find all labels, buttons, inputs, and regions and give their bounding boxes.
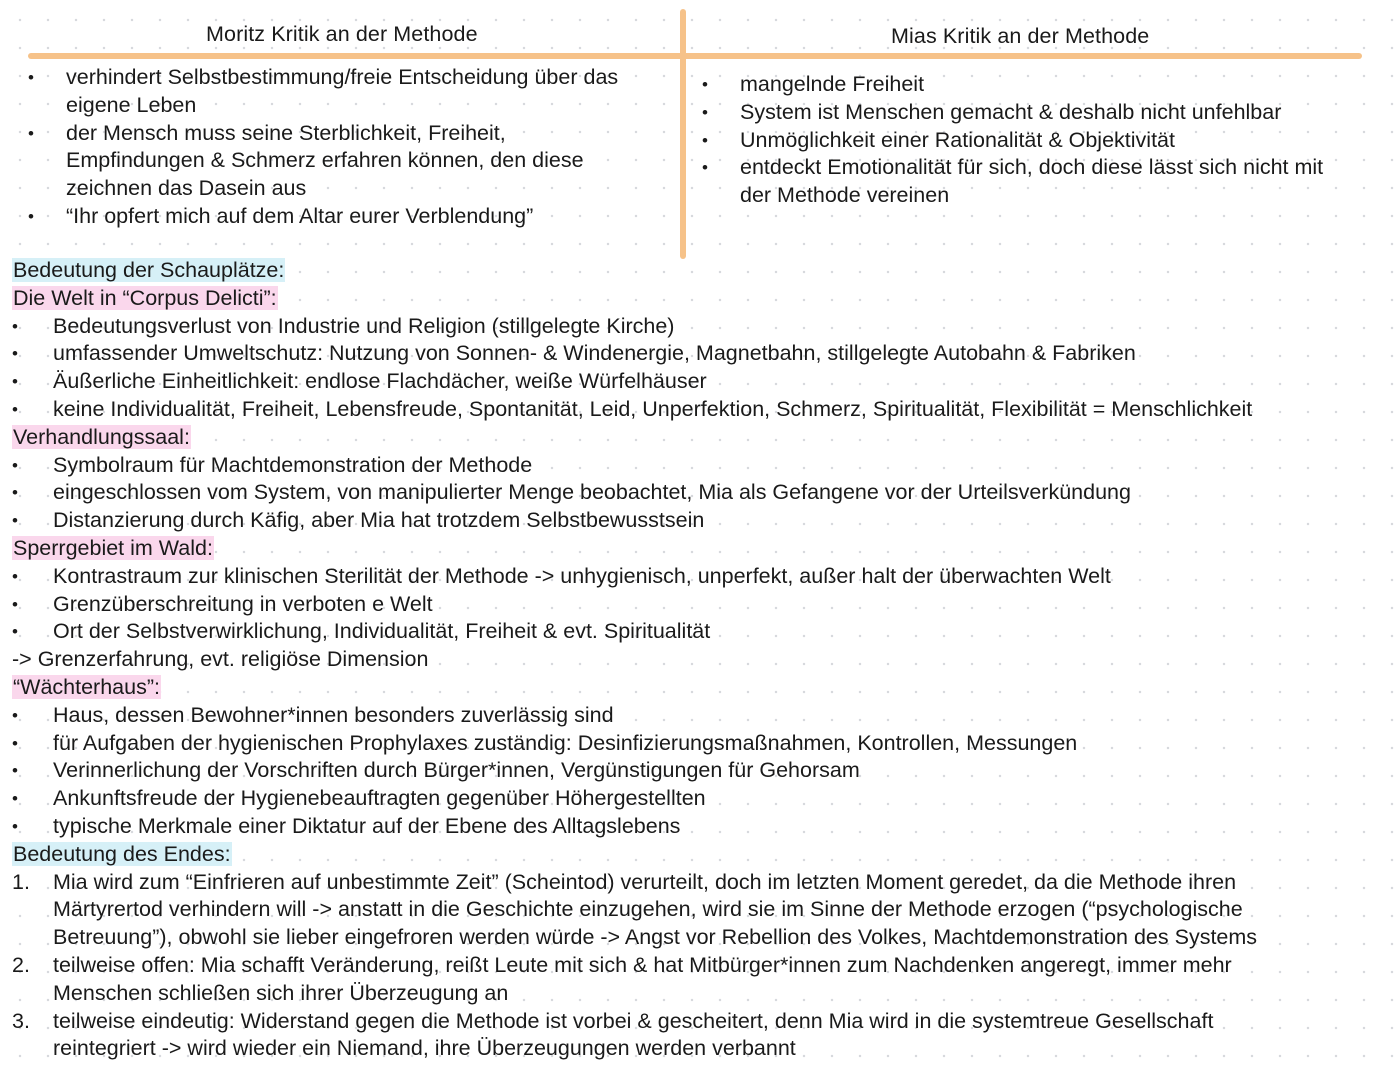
mia-critique-item bbox=[702, 71, 1392, 99]
right-column-header: Mias Kritik an der Methode bbox=[891, 24, 1150, 48]
mia-critique-item bbox=[702, 99, 1392, 127]
numbered-item bbox=[12, 869, 1390, 952]
mia-critique-item-line: der Methode vereinen bbox=[740, 183, 950, 208]
bullet-dot: • bbox=[12, 511, 18, 531]
bullet-dot: • bbox=[12, 761, 18, 781]
bullet-text: Ankunftsfreude der Hygienebeauftragten gegenüber Höhergestellten bbox=[53, 786, 706, 811]
mia-critique-item-line: • System ist Menschen gemacht & deshalb nicht unfehlbar bbox=[740, 99, 1282, 124]
table-vertical-divider bbox=[680, 9, 686, 259]
section-heading-text: Sperrgebiet im Wald: bbox=[13, 535, 213, 560]
bullet-item bbox=[12, 368, 1390, 396]
bullet-text: Bedeutungsverlust von Industrie und Religion (stillgelegte Kirche) bbox=[53, 313, 675, 338]
bullet-item bbox=[12, 591, 1390, 619]
bullet-text: Grenzüberschreitung in verboten e Welt bbox=[53, 591, 433, 616]
left-column-header: Moritz Kritik an der Methode bbox=[206, 22, 478, 46]
bullet-dot: • bbox=[12, 705, 18, 725]
mia-critique-item bbox=[702, 154, 1392, 210]
bullet-dot: • bbox=[12, 372, 18, 392]
item-number: 2. bbox=[12, 952, 30, 977]
section-heading bbox=[12, 257, 1390, 285]
section-heading bbox=[12, 841, 1390, 869]
bullet-text: keine Individualität, Freiheit, Lebensfreude, Spontanität, Leid, Unperfektion, Schmerz, Spiritualität, Flexibilität = Menschlichkeit bbox=[53, 396, 1253, 421]
table-horizontal-divider bbox=[28, 53, 1362, 59]
moritz-critique-item-line: Empfindungen & Schmerz erfahren können, den diese bbox=[66, 148, 584, 173]
bullet-item bbox=[12, 396, 1390, 424]
bullet-item bbox=[12, 507, 1390, 535]
bullet-item bbox=[12, 785, 1390, 813]
bullet-text: typische Merkmale einer Diktatur auf der Ebene des Alltagslebens bbox=[53, 813, 681, 838]
bullet-text: Distanzierung durch Käfig, aber Mia hat trotzdem Selbstbewusstsein bbox=[53, 508, 705, 533]
section-heading bbox=[12, 535, 1390, 563]
bullet-dot: • bbox=[12, 816, 18, 836]
mia-critique-item bbox=[702, 127, 1392, 155]
bullet-item bbox=[12, 813, 1390, 841]
section-heading-text: Verhandlungssaal: bbox=[13, 424, 190, 449]
numbered-item-line: teilweise offen: Mia schafft Veränderung, reißt Leute mit sich & hat Mitbürger*innen zum Nachdenken angeregt, immer mehr bbox=[53, 952, 1232, 977]
bullet-text: umfassender Umweltschutz: Nutzung von Sonnen- & Windenergie, Magnetbahn, stillgelegte Autobahn & Fabriken bbox=[53, 341, 1136, 366]
bullet-item bbox=[12, 563, 1390, 591]
bullet-dot: • bbox=[12, 399, 18, 419]
bullet-text: Ort der Selbstverwirklichung, Individualität, Freiheit & evt. Spiritualität bbox=[53, 619, 711, 644]
bullet-dot: • bbox=[12, 316, 18, 336]
section-heading bbox=[12, 285, 1390, 313]
bullet-item bbox=[12, 313, 1390, 341]
mia-critique-item-line: • entdeckt Emotionalität für sich, doch diese lässt sich nicht mit bbox=[740, 155, 1324, 180]
bullet-dot: • bbox=[12, 455, 18, 475]
bullet-dot: • bbox=[12, 622, 18, 642]
bullet-item bbox=[12, 702, 1390, 730]
item-number: 1. bbox=[12, 869, 30, 894]
moritz-critique-item bbox=[28, 64, 678, 120]
bullet-item bbox=[12, 618, 1390, 646]
bullet-text: Äußerliche Einheitlichkeit: endlose Flachdächer, weiße Würfelhäuser bbox=[53, 369, 707, 394]
bullet-dot: • bbox=[12, 483, 18, 503]
numbered-item-line: teilweise eindeutig: Widerstand gegen die Methode ist vorbei & gescheitert, denn Mia wird in die systemtreue Gesellschaft bbox=[53, 1008, 1214, 1033]
numbered-item bbox=[12, 952, 1390, 1008]
bullet-dot: • bbox=[12, 566, 18, 586]
bullet-dot: • bbox=[12, 789, 18, 809]
numbered-item-line: Betreuung”), obwohl sie lieber eingefroren werden würde -> Angst vor Rebellion des Volkes, Machtdemonstration des Systems bbox=[53, 925, 1258, 950]
section-heading bbox=[12, 424, 1390, 452]
moritz-critique-item-line: • der Mensch muss seine Sterblichkeit, Freiheit, bbox=[66, 120, 506, 145]
bullet-item bbox=[12, 452, 1390, 480]
section-heading-text: Bedeutung der Schauplätze: bbox=[13, 258, 285, 282]
numbered-item-line: Märtyrertod verhindern will -> anstatt in die Geschichte einzugehen, wird sie im Sinne der Methode erzogen (“psychologische bbox=[53, 897, 1243, 922]
item-number: 3. bbox=[12, 1008, 30, 1033]
numbered-item bbox=[12, 1008, 1390, 1064]
numbered-item-line: reintegriert -> wird wieder ein Niemand, ihre Überzeugungen werden verbannt bbox=[53, 1036, 796, 1061]
section-heading bbox=[12, 674, 1390, 702]
moritz-critique-list bbox=[28, 64, 678, 231]
mia-critique-item-line: • mangelnde Freiheit bbox=[740, 72, 925, 96]
bullet-item bbox=[12, 479, 1390, 507]
plain-note: -> Grenzerfahrung, evt. religiöse Dimension bbox=[12, 647, 429, 672]
moritz-critique-item bbox=[28, 120, 678, 203]
mia-critique-list bbox=[702, 71, 1392, 210]
bullet-dot: • bbox=[12, 733, 18, 753]
moritz-critique-item-line: • verhindert Selbstbestimmung/freie Entscheidung über das bbox=[66, 65, 619, 89]
bullet-text: Symbolraum für Machtdemonstration der Methode bbox=[53, 452, 533, 477]
bullet-dot: • bbox=[12, 344, 18, 364]
section-heading-text: Bedeutung des Endes: bbox=[13, 841, 231, 866]
moritz-critique-item-line: zeichnen das Dasein aus bbox=[66, 176, 307, 201]
section-heading-text: Die Welt in “Corpus Delicti”: bbox=[13, 285, 277, 310]
mia-critique-item-line: • Unmöglichkeit einer Rationalität & Objektivität bbox=[740, 127, 1175, 152]
bullet-text: Haus, dessen Bewohner*innen besonders zuverlässig sind bbox=[53, 702, 614, 727]
notes-body bbox=[12, 257, 1390, 1063]
bullet-item bbox=[12, 730, 1390, 758]
bullet-item bbox=[12, 757, 1390, 785]
bullet-text: Kontrastraum zur klinischen Sterilität der Methode -> unhygienisch, unperfekt, außer halt der überwachten Welt bbox=[53, 563, 1111, 588]
bullet-item bbox=[12, 340, 1390, 368]
bullet-text: für Aufgaben der hygienischen Prophylaxes zuständig: Desinfizierungsmaßnahmen, Kontrollen, Messungen bbox=[53, 730, 1078, 755]
bullet-text: eingeschlossen vom System, von manipulierter Menge beobachtet, Mia als Gefangene vor der Urteilsverkündung bbox=[53, 480, 1131, 505]
bullet-text: Verinnerlichung der Vorschriften durch Bürger*innen, Vergünstigungen für Gehorsam bbox=[53, 758, 860, 783]
numbered-item-line: Menschen schließen sich ihrer Überzeugung an bbox=[53, 980, 509, 1005]
section-heading-text: “Wächterhaus”: bbox=[13, 674, 160, 699]
bullet-dot: • bbox=[12, 594, 18, 614]
numbered-item-line: Mia wird zum “Einfrieren auf unbestimmte Zeit” (Scheintod) verurteilt, doch im letzten Moment geredet, da die Methode ihren bbox=[53, 869, 1237, 894]
moritz-critique-item bbox=[28, 203, 678, 231]
moritz-critique-item-line: • “Ihr opfert mich auf dem Altar eurer Verblendung” bbox=[66, 203, 534, 228]
moritz-critique-item-line: eigene Leben bbox=[66, 92, 197, 117]
